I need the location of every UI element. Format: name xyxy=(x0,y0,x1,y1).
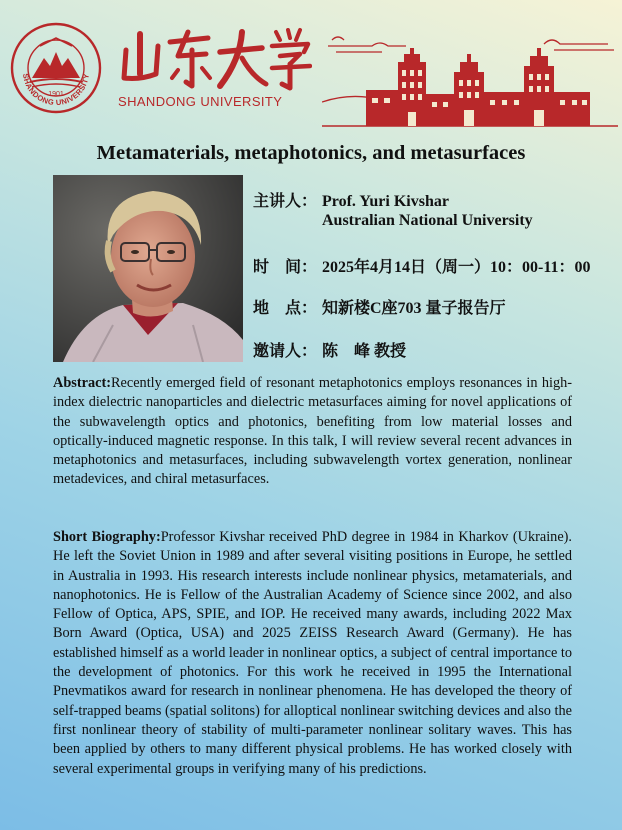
speaker-name: Prof. Yuri Kivshar xyxy=(322,193,449,210)
talk-title: Metamaterials, metaphotonics, and metasurfaces xyxy=(96,142,526,164)
svg-text:1901: 1901 xyxy=(48,91,64,98)
university-calligraphy-logo xyxy=(116,26,312,92)
biography-text: Professor Kivshar received PhD degree in 1984 in Kharkov (Ukraine). He left the Soviet Union in 1989 and after several visiting positions in Europe, he settled in Australia in 1993. His research interests include nonlinear physics, metamaterials, and nanophotonics. He is Fellow of the Australian Academy of Science since 2002, and also Fellow of Optica, APS, SPIE, and IOP. He received many awards, including 2022 Max Born Award (Optica, USA) and 2025 ZEISS Research Award (Germany). He has established himself as a world leader in nonlinear optics, a subject of central importance to the development of photonics. For this work he received in 1995 the International Pnevmatikos award for research in nonlinear phenomena. He has developed the theory of self-trapped beams (spatial solitons) for alloptical nonlinear switching devices and also the first nonlinear theory of stability of multi-parameter nonlinear solitary waves. This has been applied by others to many different physical problems. He has worked closely with several experimental groups in verifying many of his predictions. xyxy=(53,529,573,777)
time-label: 时 间： xyxy=(253,259,318,276)
abstract-label: Abstract: xyxy=(53,375,111,391)
place-label: 地 点： xyxy=(253,300,318,317)
time-row xyxy=(253,254,590,277)
poster-header xyxy=(0,0,622,130)
time-value: 2025年4月14日（周一）10：00-11：00 xyxy=(322,259,591,276)
biography-paragraph xyxy=(53,528,572,779)
university-name-en: SHANDONG UNIVERSITY xyxy=(118,94,283,109)
host-row xyxy=(253,338,406,361)
speaker-row xyxy=(253,188,449,211)
speaker-affiliation: Australian National University xyxy=(322,212,533,229)
host-value: 陈 峰 教授 xyxy=(322,343,407,360)
biography-label: Short Biography: xyxy=(53,529,161,545)
host-label: 邀请人： xyxy=(253,343,318,360)
abstract-paragraph xyxy=(53,374,572,490)
speaker-label: 主讲人： xyxy=(253,193,318,210)
svg-text:SHANDONG UNIVERSITY: SHANDONG UNIVERSITY xyxy=(20,72,92,108)
campus-buildings-icon xyxy=(322,22,618,130)
abstract-text: Recently emerged field of resonant metaphotonics employs resonances in high-index dielectric nanoparticles and dielectric metasurfaces aiming for novel applications of the subwavelength optics and photonics, benefiting from low material losses and optically-induced magnetic response. In this talk, I will review several recent advances in metaphotonics and metasurfaces, including subwavelength vortex generation, nonlinear metadevices, and chiral metasurfaces. xyxy=(53,375,572,488)
place-value: 知新楼C座703 量子报告厅 xyxy=(322,300,506,317)
university-seal-icon xyxy=(10,22,102,114)
place-row xyxy=(253,295,506,318)
speaker-photo xyxy=(53,175,243,362)
